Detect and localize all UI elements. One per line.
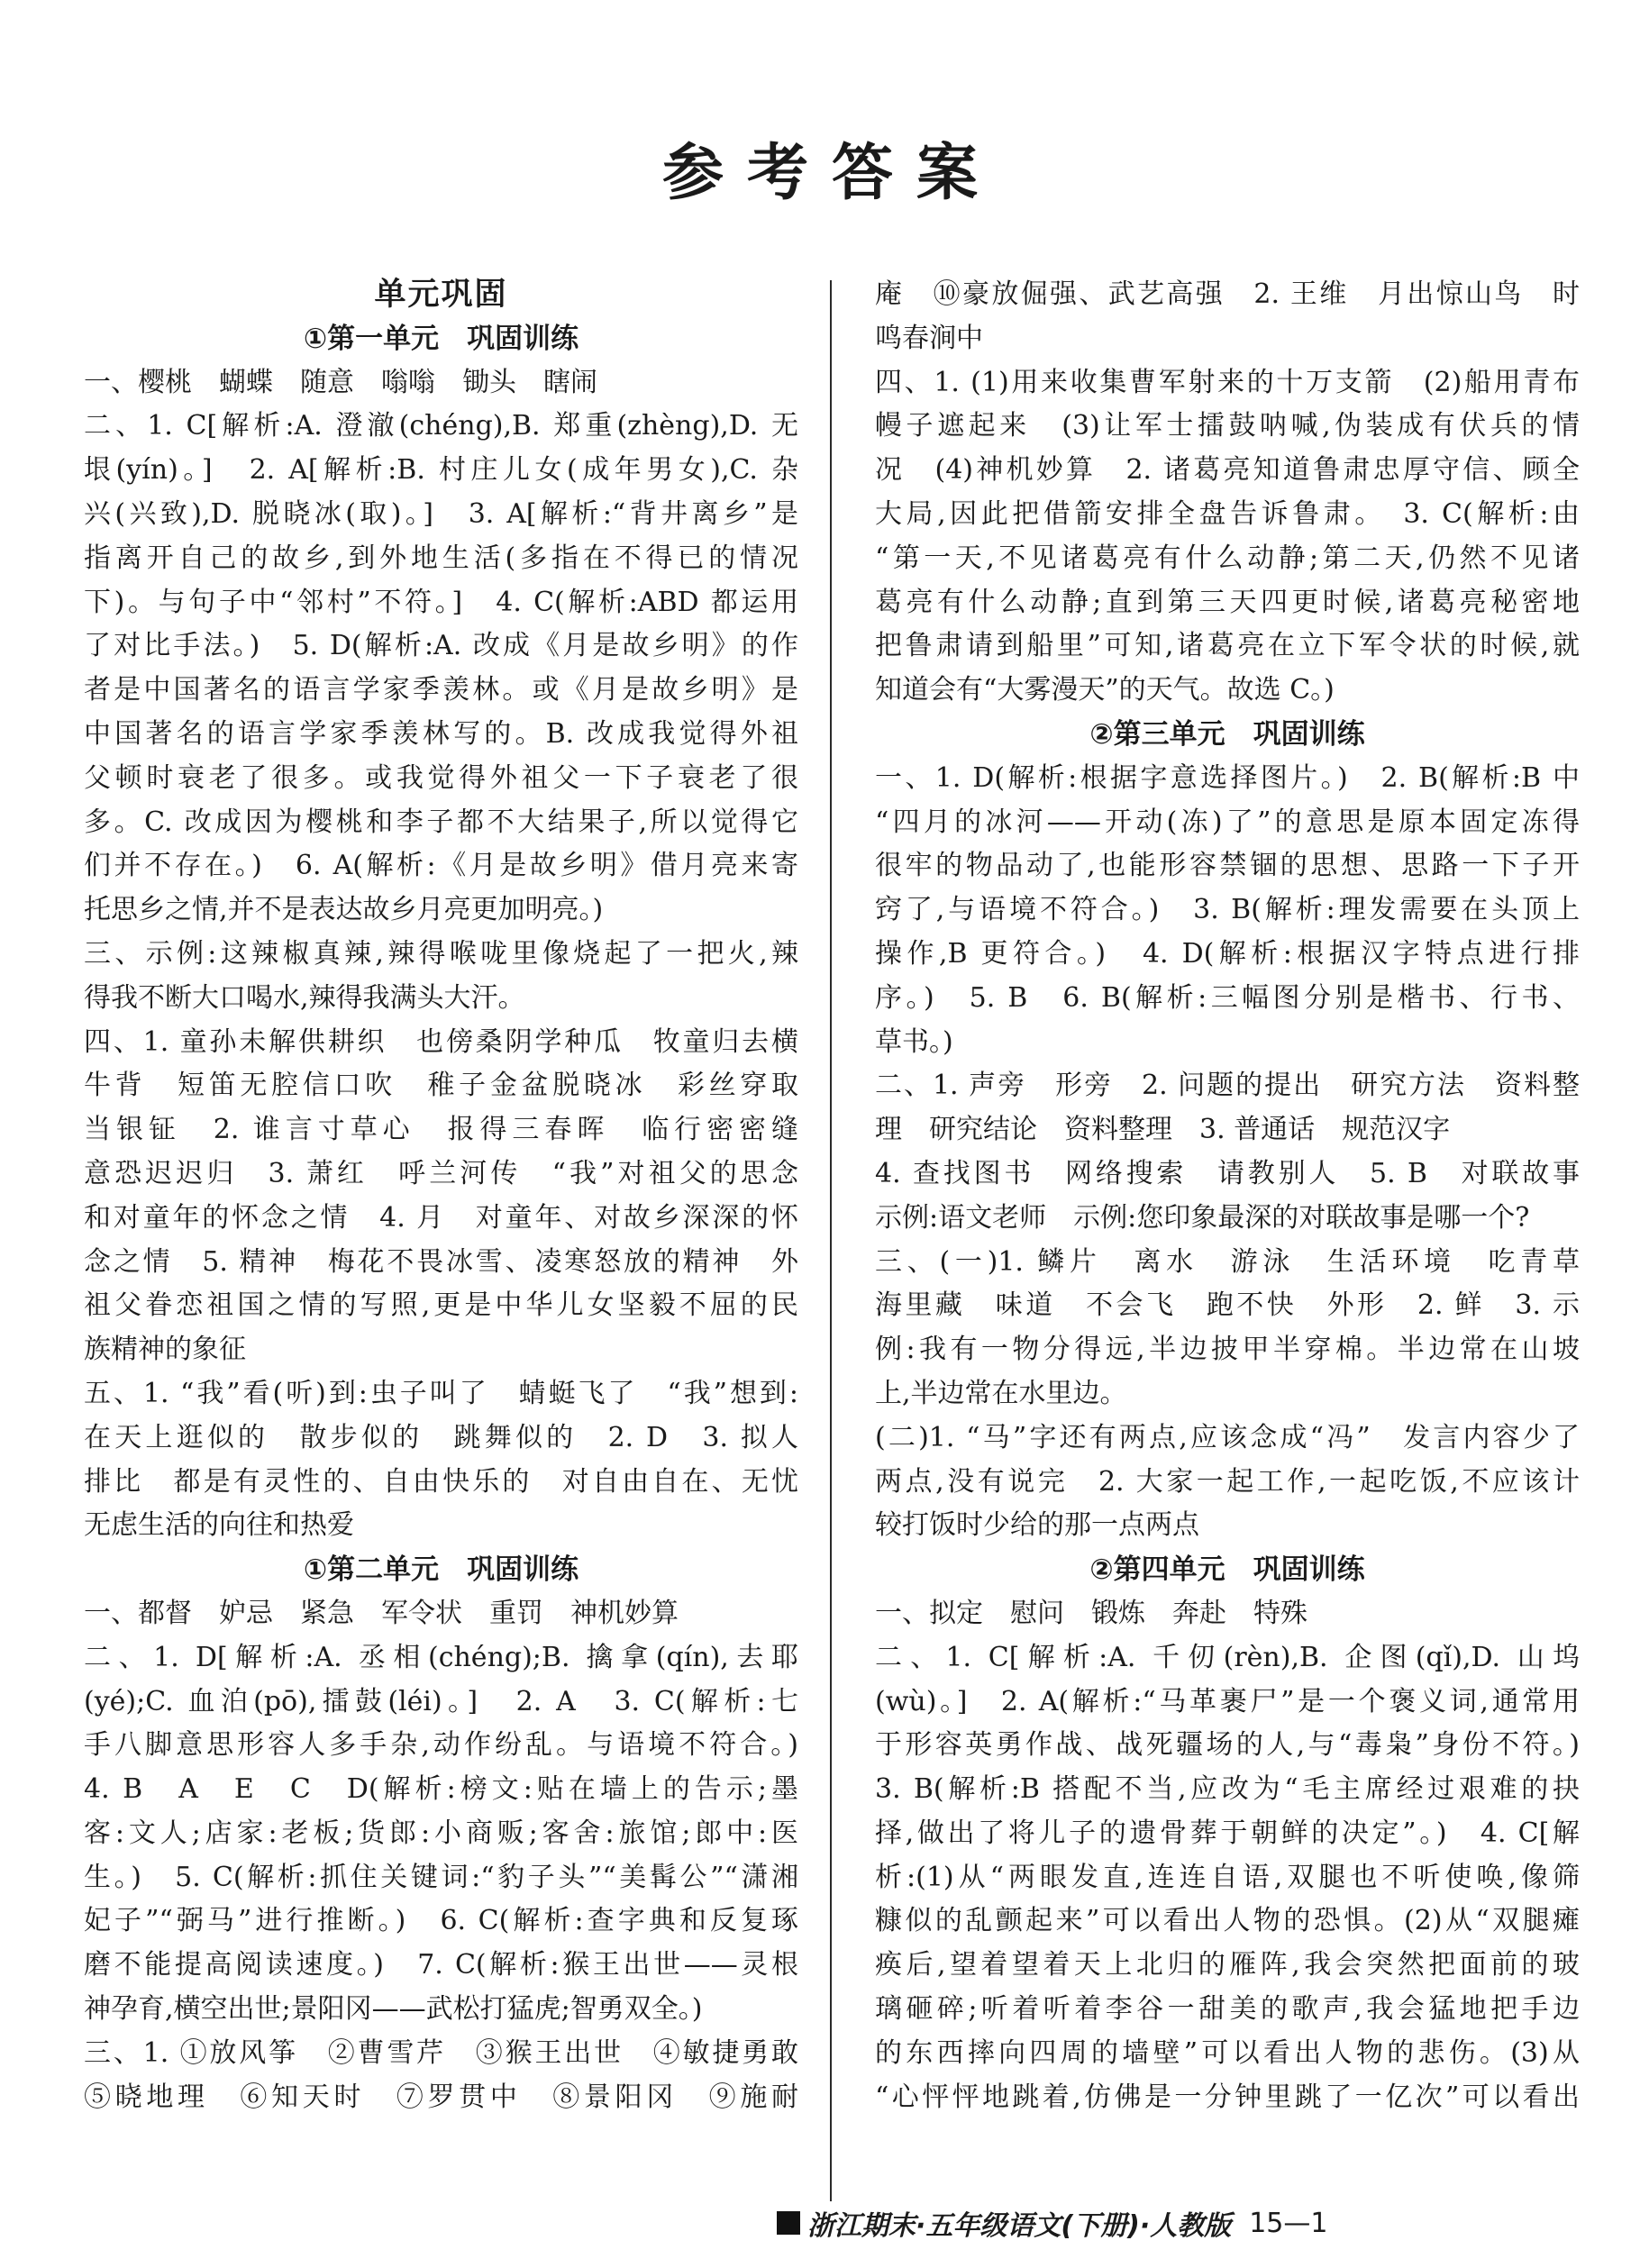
answer-line: 了对比手法。) 5. D(解析:A. 改成《月是故乡明》的作	[84, 630, 798, 662]
answer-line: 无虑生活的向往和热爱	[84, 1509, 354, 1542]
answer-line: 托思乡之情,并不是表达故乡月亮更加明亮。)	[84, 894, 604, 926]
answer-line: 生。) 5. C(解析:抓住关键词:“豹子头”“美髯公”“潇湘	[84, 1861, 798, 1893]
answer-line: 指离开自己的故乡,到外地生活(多指在不得已的情况	[84, 542, 798, 574]
answer-line: “四月的冰河——开动(冻)了”的意思是原本固定冻得	[875, 806, 1580, 838]
answer-line: 二、1. 声旁 形旁 2. 问题的提出 研究方法 资料整	[875, 1070, 1580, 1102]
answer-line: 三、1. ①放风筝 ②曹雪芹 ③猴王出世 ④敏捷勇敢	[84, 2036, 798, 2069]
answer-paragraph	[875, 1416, 1580, 1548]
answer-line: 示例:语文老师 示例:您印象最深的对联故事是哪一个?	[875, 1201, 1530, 1234]
page-title: 参考答案	[661, 137, 1001, 209]
answer-paragraph	[84, 1636, 798, 2032]
answer-line: 意恐迟迟归 3. 萧红 呼兰河传 “我”对祖父的思念	[84, 1157, 798, 1189]
answer-paragraph	[84, 1592, 798, 1636]
answer-line: 葛亮有什么动静;直到第三天四更时候,诸葛亮秘密地	[875, 586, 1580, 618]
left-column	[84, 273, 798, 2119]
answer-line: 客:文人;店家:老板;货郎:小商贩;客舍:旅馆;郎中:医	[84, 1817, 798, 1849]
answer-line: 五、1. “我”看(听)到:虫子叫了 蜻蜓飞了 “我”想到:	[84, 1377, 798, 1409]
answer-line: 得我不断大口喝水,辣得我满头大汗。	[84, 981, 525, 1014]
answer-line: 草书。)	[875, 1025, 953, 1058]
answer-line: 一、樱桃 蝴蝶 随意 嗡嗡 锄头 瞎闹	[84, 366, 597, 398]
unit-heading: ②第四单元 巩固训练	[1089, 1553, 1365, 1587]
answer-line: 垠(yín)。] 2. A[解析:B. 村庄儿女(成年男女),C. 杂	[84, 454, 798, 487]
answer-line: “心怦怦地跳着,仿佛是一分钟里跳了一亿次”可以看出	[875, 2081, 1580, 2113]
answer-paragraph	[84, 1372, 798, 1548]
answer-line: 知道会有“大雾漫天”的天气。故选 C。)	[875, 674, 1335, 706]
answer-line: 庵 ⑩豪放倔强、武艺高强 2. 王维 月出惊山鸟 时	[875, 278, 1580, 310]
section-heading: 单元巩固	[374, 277, 508, 313]
answer-line: 和对童年的怀念之情 4. 月 对童年、对故乡深深的怀	[84, 1201, 798, 1234]
answer-line: 择,做出了将儿子的遗骨葬于朝鲜的决定”。) 4. C[解	[875, 1817, 1580, 1849]
answer-line: (二)1. “马”字还有两点,应该念成“冯” 发言内容少了	[875, 1421, 1580, 1453]
answer-line: 多。C. 改成因为樱桃和李子都不大结果子,所以觉得它	[84, 806, 798, 838]
answer-line: 一、拟定 慰问 锻炼 奔赴 特殊	[875, 1597, 1307, 1629]
answer-line: 三、(一)1. 鳞片 离水 游泳 生活环境 吃青草	[875, 1245, 1580, 1278]
answer-line: 兴(兴致),D. 脱晓冰(取)。] 3. A[解析:“背井离乡”是	[84, 497, 798, 530]
answer-line: 例:我有一物分得远,半边披甲半穿棉。半边常在山坡	[875, 1334, 1580, 1366]
answer-paragraph	[84, 1021, 798, 1372]
answer-line: 较打饭时少给的那一点两点	[875, 1509, 1199, 1542]
answer-line: 的东西摔向四周的墙壁”可以看出人物的悲伤。(3)从	[875, 2036, 1580, 2069]
answer-line: (wù)。] 2. A(解析:“马革裹尸”是一个褒义词,通常用	[875, 1685, 1580, 1717]
column-divider	[830, 280, 832, 2201]
answer-line: 很牢的物品动了,也能形容禁锢的思想、思路一下子开	[875, 850, 1580, 882]
answer-line: 三、示例:这辣椒真辣,辣得喉咙里像烧起了一把火,辣	[84, 937, 798, 970]
answer-line: 两点,没有说完 2. 大家一起工作,一起吃饭,不应该计	[875, 1465, 1580, 1498]
unit-heading: ②第三单元 巩固训练	[1089, 717, 1365, 751]
answer-line: 祖父眷恋祖国之情的写照,更是中华儿女坚毅不屈的民	[84, 1289, 798, 1322]
answer-line: 把鲁肃请到船里”可知,诸葛亮在立下军令状的时候,就	[875, 630, 1580, 662]
answer-line: 中国著名的语言学家季羡林写的。B. 改成我觉得外祖	[84, 717, 798, 750]
answer-line: 当银钲 2. 谁言寸草心 报得三春晖 临行密密缝	[84, 1114, 798, 1146]
answer-paragraph	[84, 405, 798, 933]
answer-paragraph	[875, 1152, 1580, 1241]
answer-line: 神孕育,横空出世;景阳冈——武松打猛虎;智勇双全。)	[84, 1993, 703, 2026]
answer-line: “第一天,不见诸葛亮有什么动静;第二天,仍然不见诸	[875, 542, 1580, 574]
answer-line: 手八脚意思形容人多手杂,动作纷乱。与语境不符合。)	[84, 1729, 798, 1762]
answer-line: 一、1. D(解析:根据字意选择图片。) 2. B(解析:B 中	[875, 761, 1580, 794]
answer-paragraph	[875, 1064, 1580, 1152]
answer-paragraph	[84, 361, 798, 405]
answer-line: 者是中国著名的语言学家季羡林。或《月是故乡明》是	[84, 674, 798, 706]
page-number: 15—1	[1249, 2207, 1328, 2239]
right-column	[875, 273, 1580, 2119]
answer-paragraph	[875, 1241, 1580, 1416]
answer-line: 序。) 5. B 6. B(解析:三幅图分别是楷书、行书、	[875, 981, 1580, 1014]
answer-line: 一、都督 妒忌 紧急 军令状 重罚 神机妙算	[84, 1597, 679, 1629]
answer-line: (yé);C. 血泊(pō),擂鼓(léi)。] 2. A 3. C(解析:七	[84, 1685, 798, 1717]
answer-line: 二、1. C[解析:A. 千仞(rèn),B. 企图(qǐ),D. 山坞	[875, 1641, 1580, 1673]
answer-line: 幔子遮起来 (3)让军士擂鼓呐喊,伪装成有伏兵的情	[875, 410, 1580, 442]
answer-line: ⑤晓地理 ⑥知天时 ⑦罗贯中 ⑧景阳冈 ⑨施耐	[84, 2081, 798, 2113]
answer-paragraph	[84, 933, 798, 1021]
answer-line: 们并不存在。) 6. A(解析:《月是故乡明》借月亮来寄	[84, 850, 798, 882]
answer-paragraph	[875, 1592, 1580, 1636]
answer-paragraph	[84, 2032, 798, 2120]
answer-line: 父顿时衰老了很多。或我觉得外祖父一下子衰老了很	[84, 761, 798, 794]
answer-line: 二、1. C[解析:A. 澄澈(chéng),B. 郑重(zhèng),D. 无	[84, 410, 798, 442]
unit-heading: ①第一单元 巩固训练	[303, 322, 579, 355]
answer-line: 二、1. D[解析:A. 丞相(chéng);B. 擒拿(qín),去耶	[84, 1641, 798, 1673]
unit-heading: ①第二单元 巩固训练	[303, 1553, 579, 1587]
answer-paragraph	[875, 757, 1580, 1065]
answer-line: 鸣春涧中	[875, 322, 983, 354]
answer-line: 理 研究结论 资料整理 3. 普通话 规范汉字	[875, 1114, 1451, 1146]
answer-line: 念之情 5. 精神 梅花不畏冰雪、凌寒怒放的精神 外	[84, 1245, 798, 1278]
answer-line: 3. B(解析:B 搭配不当,应改为“毛主席经过艰难的抉	[875, 1773, 1580, 1806]
answer-paragraph	[875, 1636, 1580, 2120]
answer-line: 磨不能提高阅读速度。) 7. C(解析:猴王出世——灵根	[84, 1949, 798, 1981]
answer-line: 操作,B 更符合。) 4. D(解析:根据汉字特点进行排	[875, 937, 1580, 970]
answer-line: 排比 都是有灵性的、自由快乐的 对自由自在、无忧	[84, 1465, 798, 1498]
answer-line: 璃砸碎;听着听着李谷一甜美的歌声,我会猛地把手边	[875, 1993, 1580, 2026]
answer-line: 四、1. 童孙未解供耕织 也傍桑阴学种瓜 牧童归去横	[84, 1025, 798, 1058]
answer-line: 大局,因此把借箭安排全盘告诉鲁肃。 3. C(解析:由	[875, 497, 1580, 530]
answer-line: 四、1. (1)用来收集曹军射来的十万支箭 (2)船用青布	[875, 366, 1580, 398]
answer-line: 痪后,望着望着天上北归的雁阵,我会突然把面前的玻	[875, 1949, 1580, 1981]
answer-line: 上,半边常在水里边。	[875, 1377, 1127, 1409]
answer-line: 海里藏 味道 不会飞 跑不快 外形 2. 鲜 3. 示	[875, 1289, 1580, 1322]
page-footer	[777, 2203, 1327, 2243]
answer-line: 妃子”“弼马”进行推断。) 6. C(解析:查字典和反复琢	[84, 1905, 798, 1937]
answer-paragraph	[875, 361, 1580, 713]
answer-line: 下)。与句子中“邻村”不符。] 4. C(解析:ABD 都运用	[84, 586, 798, 618]
answer-line: 4. 查找图书 网络搜索 请教别人 5. B 对联故事	[875, 1157, 1580, 1189]
answer-line: 在天上逛似的 散步似的 跳舞似的 2. D 3. 拟人	[84, 1421, 798, 1453]
answer-line: 糠似的乱颤起来”可以看出人物的恐惧。(2)从“双腿瘫	[875, 1905, 1580, 1937]
answer-line: 族精神的象征	[84, 1334, 246, 1366]
answer-paragraph	[875, 273, 1580, 361]
answer-line: 4. B A E C D(解析:榜文:贴在墙上的告示;墨	[84, 1773, 798, 1806]
answer-line: 窍了,与语境不符合。) 3. B(解析:理发需要在头顶上	[875, 894, 1580, 926]
square-icon	[777, 2211, 800, 2235]
answer-line: 况 (4)神机妙算 2. 诸葛亮知道鲁肃忠厚守信、顾全	[875, 454, 1580, 487]
answer-line: 牛背 短笛无腔信口吹 稚子金盆脱晓冰 彩丝穿取	[84, 1070, 798, 1102]
answer-line: 于形容英勇作战、战死疆场的人,与“毒枭”身份不符。)	[875, 1729, 1580, 1762]
answer-line: 析:(1)从“两眼发直,连连自语,双腿也不听使唤,像筛	[875, 1861, 1580, 1893]
footer-book-title: 浙江期末·五年级语文(下册)·人教版	[807, 2210, 1232, 2242]
